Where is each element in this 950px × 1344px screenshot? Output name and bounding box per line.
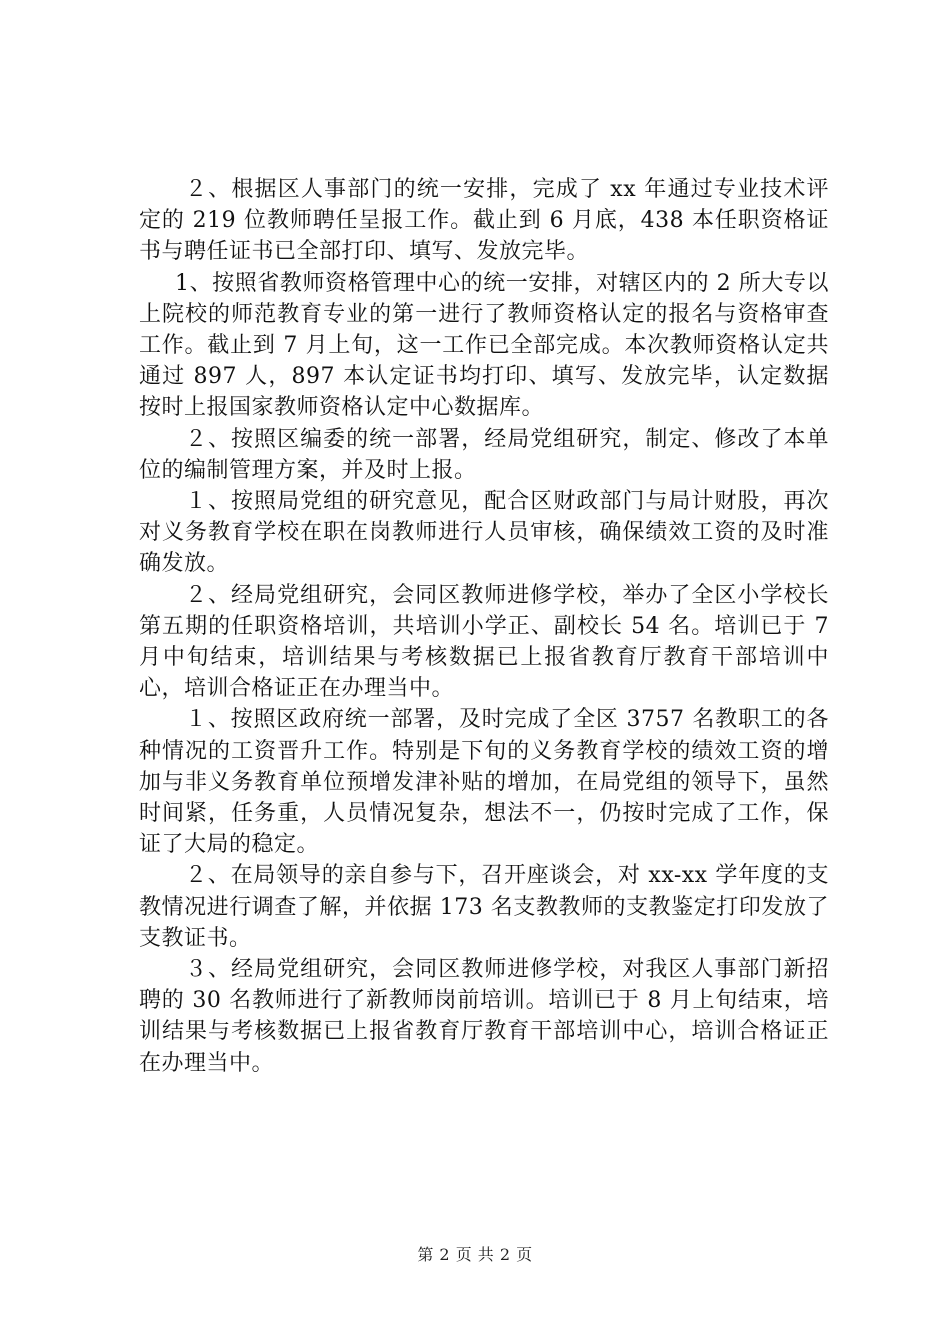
paragraph-7: ２、在局领导的亲自参与下，召开座谈会，对 xx-xx 学年度的支教情况进行调查了解，并依据 173 名支教教师的支教鉴定打印发放了支教证书。	[139, 863, 829, 951]
paragraph-8: ３、经局党组研究，会同区教师进修学校，对我区人事部门新招聘的 30 名教师进行了新教师岗前培训。培训已于 8 月上旬结束，培训结果与考核数据已上报省教育厅教育干部培训中心，培训合格证正在办理当中。	[139, 957, 829, 1076]
document-body	[139, 174, 829, 1079]
paragraph-6: １、按照区政府统一部署，及时完成了全区 3757 名教职工的各种情况的工资晋升工作。特别是下旬的义务教育学校的绩效工资的增加与非义务教育单位预增发津补贴的增加，在局党组的领导下，虽然时间紧，任务重，人员情况复杂，想法不一，仍按时完成了工作，保证了大局的稳定。	[139, 707, 829, 858]
page-footer: 第 2 页 共 2 页	[417, 1245, 533, 1264]
paragraph-3: ２、按照区编委的统一部署，经局党组研究，制定、修改了本单位的编制管理方案，并及时上报。	[139, 426, 829, 483]
paragraph-5: ２、经局党组研究，会同区教师进修学校，举办了全区小学校长第五期的任职资格培训，共培训小学正、副校长 54 名。培训已于 7 月中旬结束，培训结果与考核数据已上报省教育厅教育干部培训中心，培训合格证正在办理当中。	[139, 582, 829, 702]
paragraph-1: ２、根据区人事部门的统一安排，完成了 xx 年通过专业技术评定的 219 位教师聘任呈报工作。截止到 6 月底，438 本任职资格证书与聘任证书已全部打印、填写、发放完毕。	[139, 177, 829, 265]
paragraph-4: １、按照局党组的研究意见，配合区财政部门与局计财股，再次对义务教育学校在职在岗教师进行人员审核，确保绩效工资的及时准确发放。	[139, 489, 829, 577]
paragraph-2: 1、按照省教师资格管理中心的统一安排，对辖区内的 2 所大专以上院校的师范教育专业的第一进行了教师资格认定的报名与资格审查工作。截止到 7 月上旬，这一工作已全部完成。本次教师资格认定共通过 897 人，897 本认定证书均打印、填写、发放完毕，认定数据按时上报国家教师资格认定中心数据库。	[139, 270, 829, 421]
